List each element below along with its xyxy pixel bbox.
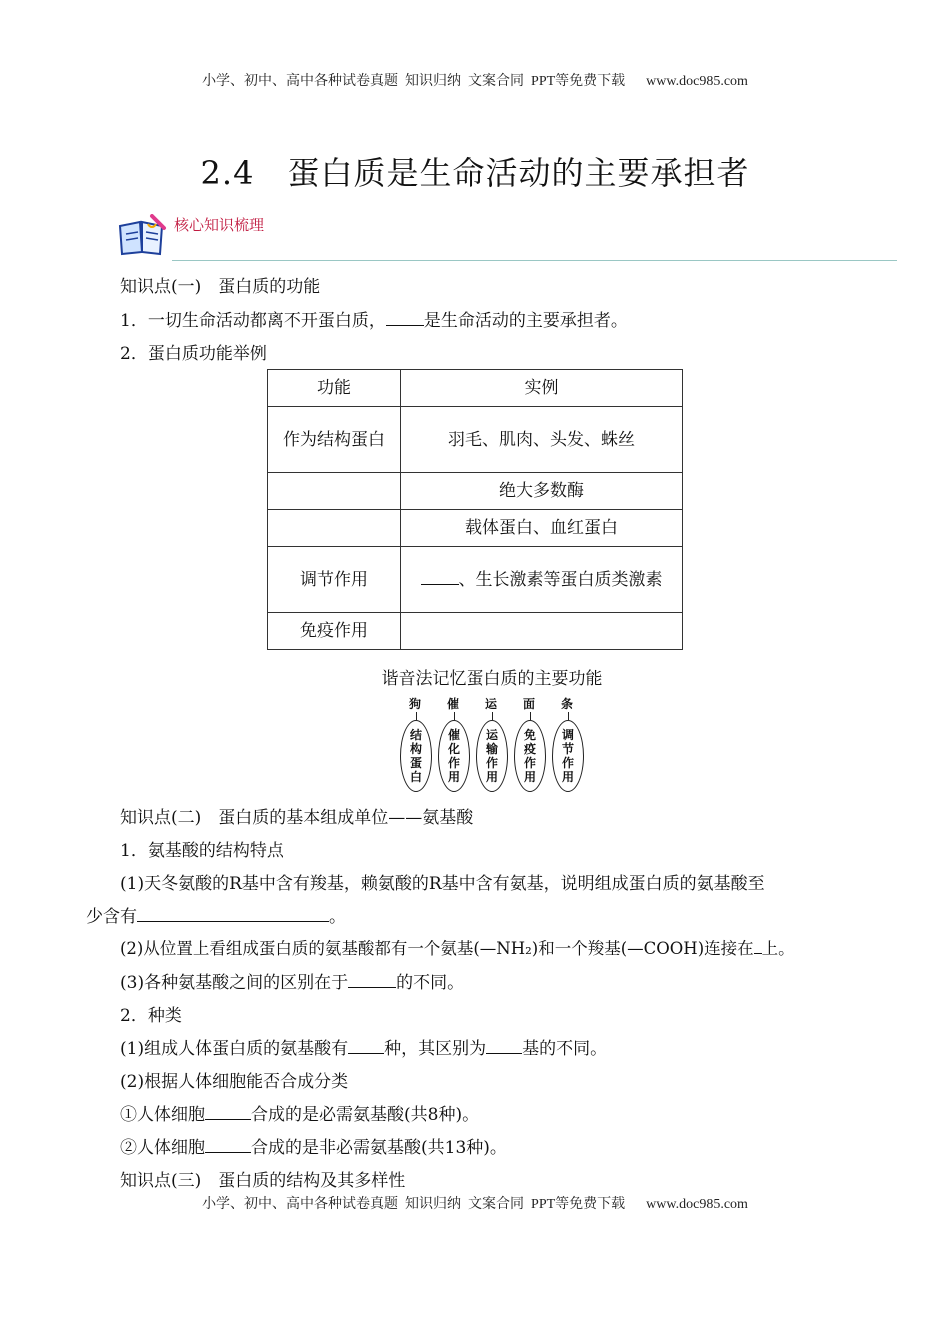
kp2-p3: (3)各种氨基酸之间的区别在于 的不同。 [120,968,464,993]
section-divider [172,260,897,261]
kp1-line1: 1．一切生命活动都离不开蛋白质， 是生命活动的主要承担者。 [120,306,628,331]
kp2-heading: 知识点(二) 蛋白质的基本组成单位——氨基酸 [120,808,474,828]
book-icon [116,214,168,258]
table-row [268,473,683,510]
fill-blank[interactable] [205,1102,251,1120]
kp2-subheading-2: 2．种类 [120,1006,182,1026]
page-header: 小学、初中、高中各种试卷真题 知识归纳 文案合同 PPT等免费下载 www.doc985.com [202,74,748,89]
table-header-cell: 实例 [401,370,683,407]
kp1-line2: 2．蛋白质功能举例 [120,344,267,364]
mnemonic-label: 运 [484,697,497,711]
table-row [268,613,683,650]
table-cell-blank[interactable] [268,510,401,547]
table-row [268,510,683,547]
table-row [268,547,683,613]
table-cell-blank[interactable] [401,613,683,650]
fill-blank[interactable] [348,1036,384,1054]
kp2-q1: (1)组成人体蛋白质的氨基酸有 种，其区别为 基的不同。 [120,1034,607,1059]
table-row [268,407,683,473]
kp2-q2: (2)根据人体细胞能否合成分类 [120,1072,349,1092]
fill-blank[interactable] [137,904,329,922]
connector-line [530,712,531,720]
mnemonic-oval: 运输作用 [476,720,508,792]
table-cell: 羽毛、肌肉、头发、蛛丝 [401,407,683,473]
table-row [268,370,683,407]
section-label: 核心知识梳理 [174,216,265,234]
table-header-cell: 功能 [268,370,401,407]
connector-line [416,712,417,720]
kp2-p2: (2)从位置上看组成蛋白质的氨基酸都有一个氨基(—NH₂)和一个羧基(—COOH)连接在 上。 [120,935,795,959]
mnemonic-label: 条 [560,697,573,711]
connector-line [492,712,493,720]
page-footer: 小学、初中、高中各种试卷真题 知识归纳 文案合同 PPT等免费下载 www.doc985.com [202,1197,748,1212]
table-cell: 作为结构蛋白 [268,407,401,473]
fill-blank[interactable] [421,567,459,585]
table-cell: 免疫作用 [268,613,401,650]
connector-line [454,712,455,720]
page-title: 2.4 蛋白质是生命活动的主要承担者 [200,154,750,192]
fill-blank[interactable] [348,970,396,988]
mnemonic-label: 催 [446,697,459,711]
mnemonic-label: 狗 [408,697,421,711]
fill-blank[interactable] [205,1135,251,1153]
kp1-heading: 知识点(一) 蛋白质的功能 [120,277,321,297]
kp3-heading: 知识点(三) 蛋白质的结构及其多样性 [120,1171,406,1191]
mnemonic-oval: 催化作用 [438,720,470,792]
kp2-c2: ②人体细胞 合成的是非必需氨基酸(共13种)。 [120,1133,507,1158]
mnemonic-oval: 调节作用 [552,720,584,792]
fill-blank[interactable] [486,1036,522,1054]
table-cell: 、生长激素等蛋白质类激素 [401,547,683,613]
kp2-p1-cont: 少含有 。 [86,902,346,927]
mnemonic-oval: 结构蛋白 [400,720,432,792]
kp2-p1: (1)天冬氨酸的R基中含有羧基，赖氨酸的R基中含有氨基，说明组成蛋白质的氨基酸至 [120,874,765,894]
function-table [267,369,683,650]
mnemonic-label: 面 [522,697,535,711]
kp2-c1: ①人体细胞 合成的是必需氨基酸(共8种)。 [120,1100,479,1125]
table-cell-blank[interactable] [268,473,401,510]
kp2-subheading-1: 1．氨基酸的结构特点 [120,841,284,861]
mnemonic-oval: 免疫作用 [514,720,546,792]
fill-blank[interactable] [386,308,424,326]
table-cell: 绝大多数酶 [401,473,683,510]
table-cell: 调节作用 [268,547,401,613]
table-cell: 载体蛋白、血红蛋白 [401,510,683,547]
mnemonic-title: 谐音法记忆蛋白质的主要功能 [381,669,603,689]
connector-line [568,712,569,720]
fill-blank[interactable] [754,937,762,955]
